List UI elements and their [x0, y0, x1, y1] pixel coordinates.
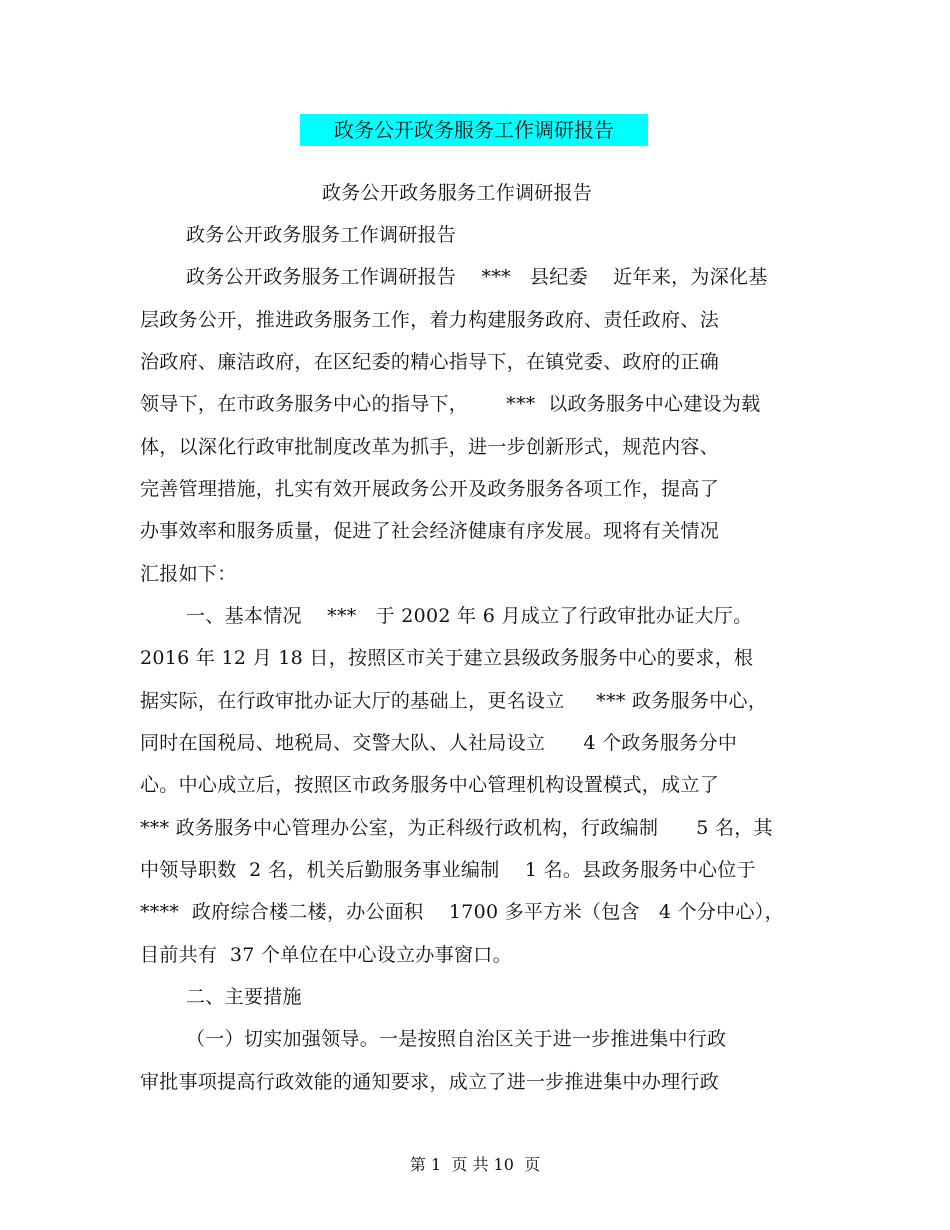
section-main-measures: 二、主要措施: [186, 986, 302, 1008]
page-number-footer: 第 1 页 共 10 页: [409, 1155, 541, 1174]
body-line: 据实际，在行政审批办证大厅的基础上，更名设立 *** 政务服务中心，: [140, 690, 768, 712]
body-line: 审批事项提高行政效能的通知要求，成立了进一步推进集中办理行政: [140, 1071, 720, 1093]
body-line: 2016 年 12 月 18 日，按照区市关于建立县级政务服务中心的要求，根: [140, 647, 754, 669]
body-line: **** 政府综合楼二楼，办公面积 1700 多平方米（包含 4 个分中心），: [140, 901, 784, 923]
body-line: 心。中心成立后，按照区市政务服务中心管理机构设置模式，成立了: [140, 774, 720, 796]
body-line: 领导下，在市政务服务中心的指导下， *** 以政务服务中心建设为载: [140, 393, 761, 415]
body-line: 政务公开政务服务工作调研报告 *** 县纪委 近年来，为深化基: [186, 266, 768, 288]
section-basic-info: 一、基本情况 *** 于 2002 年 6 月成立了行政审批办证大厅。: [186, 605, 753, 627]
body-line: 层政务公开，推进政务服务工作，着力构建服务政府、责任政府、法: [140, 309, 720, 331]
body-line: *** 政务服务中心管理办公室，为正科级行政机构，行政编制 5 名，其: [140, 817, 773, 839]
body-line: 同时在国税局、地税局、交警大队、人社局设立 4 个政务服务分中: [140, 732, 738, 754]
body-line: 目前共有 37 个单位在中心设立办事窗口。: [140, 944, 512, 966]
body-line: 完善管理措施，扎实有效开展政务公开及政务服务各项工作，提高了: [140, 478, 720, 500]
body-line: 中领导职数 2 名，机关后勤服务事业编制 1 名。县政务服务中心位于: [140, 859, 756, 881]
body-line: 治政府、廉洁政府，在区纪委的精心指导下，在镇党委、政府的正确: [140, 351, 720, 373]
document-subtitle: 政务公开政务服务工作调研报告: [322, 182, 593, 204]
document-heading: 政务公开政务服务工作调研报告: [186, 224, 457, 246]
document-title: 政务公开政务服务工作调研报告: [300, 114, 648, 146]
body-line: 办事效率和服务质量，促进了社会经济健康有序发展。现将有关情况: [140, 520, 720, 542]
body-line: 体，以深化行政审批制度改革为抓手，进一步创新形式，规范内容、: [140, 436, 720, 458]
body-line: 汇报如下：: [140, 563, 237, 585]
body-line: （一）切实加强领导。一是按照自治区关于进一步推进集中行政: [186, 1028, 727, 1050]
